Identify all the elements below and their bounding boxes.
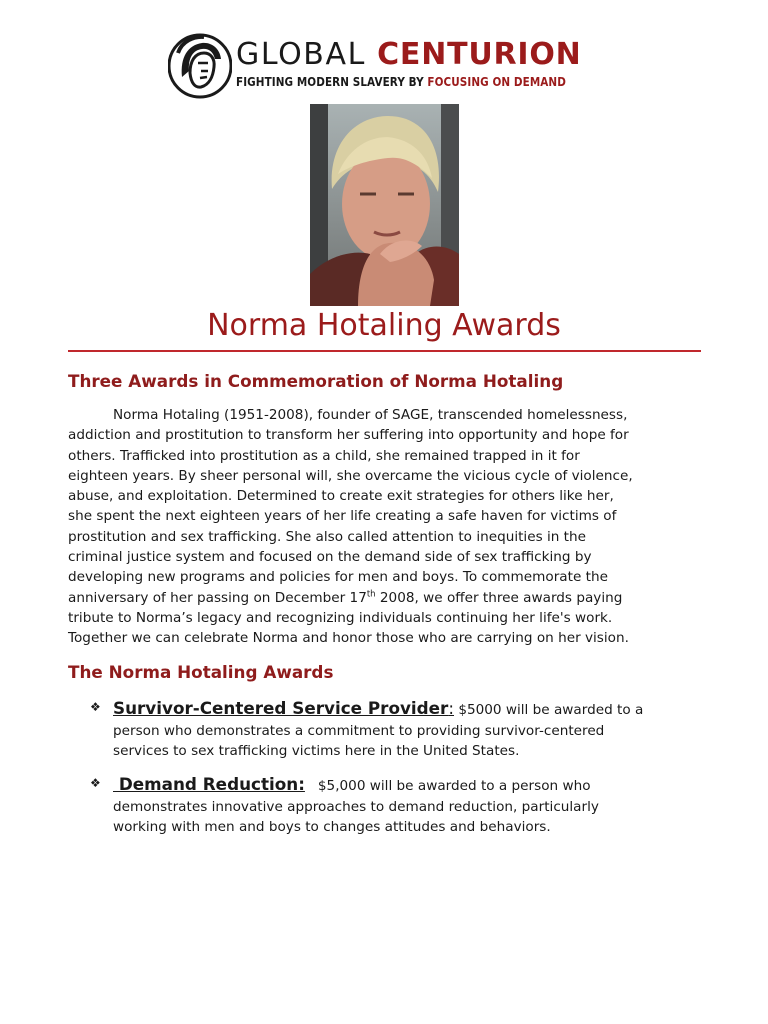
- diamond-bullet-icon: ❖: [90, 776, 101, 790]
- award-amount-text: $5000 will be awarded to a: [454, 702, 644, 718]
- logo-tagline: [236, 74, 566, 90]
- page-title: Norma Hotaling Awards: [207, 308, 561, 343]
- paragraph-line: Together we can celebrate Norma and honor those who are carrying on her vision.: [68, 630, 629, 647]
- paragraph-line: she spent the next eighteen years of her life creating a safe haven for victims of: [68, 508, 617, 525]
- award-name-colon: :: [448, 698, 454, 718]
- award-first-line: [113, 773, 599, 797]
- award-amount-text: $5,000 will be awarded to a person who: [304, 778, 591, 794]
- logo-title-global: GLOBAL: [236, 37, 366, 72]
- award-line: demonstrates innovative approaches to demand reduction, particularly: [113, 799, 599, 815]
- logo-title: [236, 37, 582, 73]
- logo-tagline-part1: FIGHTING MODERN SLAVERY BY: [236, 74, 428, 89]
- paragraph-line: eighteen years. By sheer personal will, she overcame the vicious cycle of violence,: [68, 467, 633, 484]
- award-line: services to sex trafficking victims here in the United States.: [113, 743, 520, 760]
- paragraph-line: prostitution and sex trafficking. She also called attention to inequities in the: [68, 528, 586, 545]
- title-divider: [68, 350, 701, 352]
- section-heading-commemoration: Three Awards in Commemoration of Norma Hotaling: [68, 371, 564, 391]
- paragraph-line: addiction and prostitution to transform her suffering into opportunity and hope for: [68, 427, 629, 444]
- award-description: [113, 773, 599, 838]
- biography-paragraph: [68, 405, 708, 649]
- section-heading-awards: The Norma Hotaling Awards: [68, 662, 334, 682]
- diamond-bullet-icon: ❖: [90, 700, 101, 714]
- global-centurion-logo: [168, 33, 582, 101]
- award-line: working with men and boys to changes attitudes and behaviors.: [113, 819, 551, 836]
- award-description: [113, 697, 643, 762]
- paragraph-text: anniversary of her passing on December 17: [68, 589, 367, 606]
- paragraph-line: criminal justice system and focused on the demand side of sex trafficking by: [68, 549, 592, 566]
- paragraph-line: Norma Hotaling (1951-2008), founder of SAGE, transcended homelessness,: [113, 407, 628, 423]
- paragraph-line: tribute to Norma’s legacy and recognizing individuals continuing her life's work.: [68, 609, 613, 626]
- award-first-line: [113, 697, 643, 721]
- logo-title-centurion: CENTURION: [377, 37, 582, 72]
- paragraph-line: [68, 588, 708, 608]
- paragraph-text: 2008, we offer three awards paying: [375, 589, 623, 606]
- award-name: Demand Reduction:: [113, 774, 305, 794]
- paragraph-line: others. Trafficked into prostitution as a child, she remained trapped in it for: [68, 447, 580, 464]
- paragraph-line: abuse, and exploitation. Determined to create exit strategies for others like her,: [68, 488, 614, 505]
- award-name: Survivor-Centered Service Provider: [113, 698, 449, 718]
- norma-hotaling-portrait: [310, 104, 459, 306]
- logo-tagline-part2: FOCUSING ON DEMAND: [427, 74, 566, 89]
- date-superscript: th: [366, 589, 376, 600]
- centurion-helmet-icon: [168, 33, 232, 99]
- paragraph-line: developing new programs and policies for men and boys. To commemorate the: [68, 569, 608, 586]
- award-line: person who demonstrates a commitment to providing survivor-centered: [113, 723, 605, 739]
